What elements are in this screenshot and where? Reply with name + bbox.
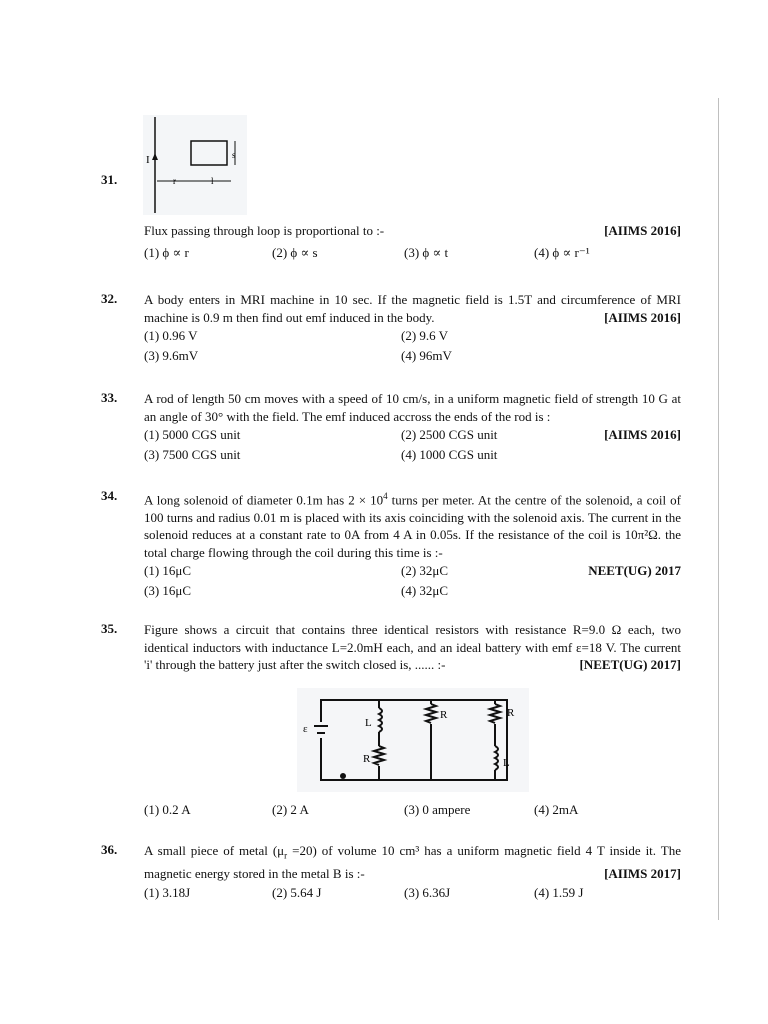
option-2: (2) 9.6 V — [401, 328, 449, 343]
q31-loop-figure — [143, 115, 247, 215]
question-text-sup: 4 — [383, 491, 388, 501]
option-1: (1) 16μC — [144, 563, 192, 579]
q31-side-label: s — [232, 150, 236, 160]
q35-l1-label: L — [365, 717, 372, 729]
q31-l-label: l — [211, 176, 214, 186]
question-number: 33. — [101, 390, 118, 405]
question-text-a: A long solenoid of diameter 0.1m has 2 × 10 — [144, 492, 384, 508]
q35-circuit-figure — [297, 688, 529, 792]
option-3: (3) 9.6mV — [144, 348, 199, 363]
question-source: [AIIMS 2017] — [604, 866, 681, 882]
question-34 — [101, 488, 681, 601]
question-text-b: =20) of volume 10 cm³ has a uniform magnetic field 4 T inside it. The magnetic energy stored in the metal B is :- — [144, 843, 682, 882]
q35-r2-label: R — [440, 709, 448, 721]
question-source: [AIIMS 2016] — [604, 427, 681, 442]
question-32 — [101, 291, 681, 366]
question-text: A rod of length 50 cm moves with a speed of 10 cm/s, in a uniform magnetic field of strength 10 G at an angle of 30° with the field. The emf induced accross the ends of the rod is : — [144, 391, 681, 424]
question-number: 34. — [101, 488, 118, 503]
option-4: (4) 96mV — [401, 348, 452, 363]
option-4: (4) 2mA — [534, 802, 579, 817]
question-number: 32. — [101, 291, 118, 306]
option-3: (3) 6.36J — [404, 884, 451, 900]
question-number: 35. — [101, 621, 118, 636]
option-3: (3) 16μC — [144, 583, 192, 599]
option-3: (3) ϕ ∝ t — [404, 244, 449, 260]
question-source: [AIIMS 2016] — [604, 223, 681, 238]
question-35-options — [101, 800, 681, 820]
question-33 — [101, 390, 681, 465]
q35-l2-label: L — [503, 757, 510, 769]
question-source: [AIIMS 2016] — [604, 309, 681, 325]
option-3: (3) 0 ampere — [404, 802, 471, 817]
q35-emf-label: ε — [303, 723, 308, 735]
question-number: 36. — [101, 842, 118, 857]
option-3: (3) 7500 CGS unit — [144, 447, 241, 462]
option-1: (1) 0.2 A — [144, 802, 191, 817]
question-source: [NEET(UG) 2017] — [579, 657, 681, 672]
option-1: (1) 3.18J — [144, 884, 191, 900]
option-4: (4) 32μC — [401, 583, 449, 599]
option-2: (2) 5.64 J — [272, 884, 322, 900]
option-4: (4) 1000 CGS unit — [401, 447, 498, 462]
q35-r3-label: R — [507, 707, 515, 719]
option-1: (1) 5000 CGS unit — [144, 427, 241, 442]
question-text: Figure shows a circuit that contains three identical resistors with resistance R=9.0 Ω each, two identical inductors with inductance L=2.0mH each, and an ideal battery with emf ε=18 V. The current 'i' through the battery just after the switch closed is, ...... :- — [144, 622, 681, 672]
option-4: (4) 1.59 J — [534, 884, 584, 900]
q35-r1-label: R — [363, 753, 371, 765]
question-text: A body enters in MRI machine in 10 sec. If the magnetic field is 1.5T and circumference of MRI machine is 0.9 m then find out emf induced in the body. — [144, 292, 681, 325]
question-text-sub: r — [284, 850, 288, 861]
q31-r-label: r — [173, 176, 176, 186]
option-1: (1) ϕ ∝ r — [144, 244, 189, 260]
option-1: (1) 0.96 V — [144, 328, 198, 343]
question-36 — [101, 842, 681, 903]
q31-current-label: I — [146, 154, 150, 166]
question-35 — [101, 621, 681, 674]
question-source: NEET(UG) 2017 — [588, 563, 681, 579]
option-4: (4) ϕ ∝ r⁻¹ — [534, 244, 590, 260]
option-2: (2) 2 A — [272, 802, 309, 817]
question-number: 31. — [101, 172, 118, 187]
question-text-a: A small piece of metal (μ — [144, 843, 285, 858]
option-2: (2) 32μC — [401, 563, 449, 579]
option-2: (2) 2500 CGS unit — [401, 427, 498, 442]
question-text: Flux passing through loop is proportional to :- — [144, 223, 385, 238]
question-text-b: turns per meter. At the centre of the solenoid, a coil of 100 turns and radius 0.01 m is placed with its axis coinciding with the solenoid axis. The current in the solenoid reduces at a constant rate to 0A from 4 A in 0.05s. If the resistance of the coil is 10π²Ω. the total charge flowing through the coil during this time is :- — [144, 492, 681, 560]
page-margin-rule — [718, 98, 719, 920]
option-2: (2) ϕ ∝ s — [272, 244, 318, 260]
question-31-body — [101, 222, 681, 263]
